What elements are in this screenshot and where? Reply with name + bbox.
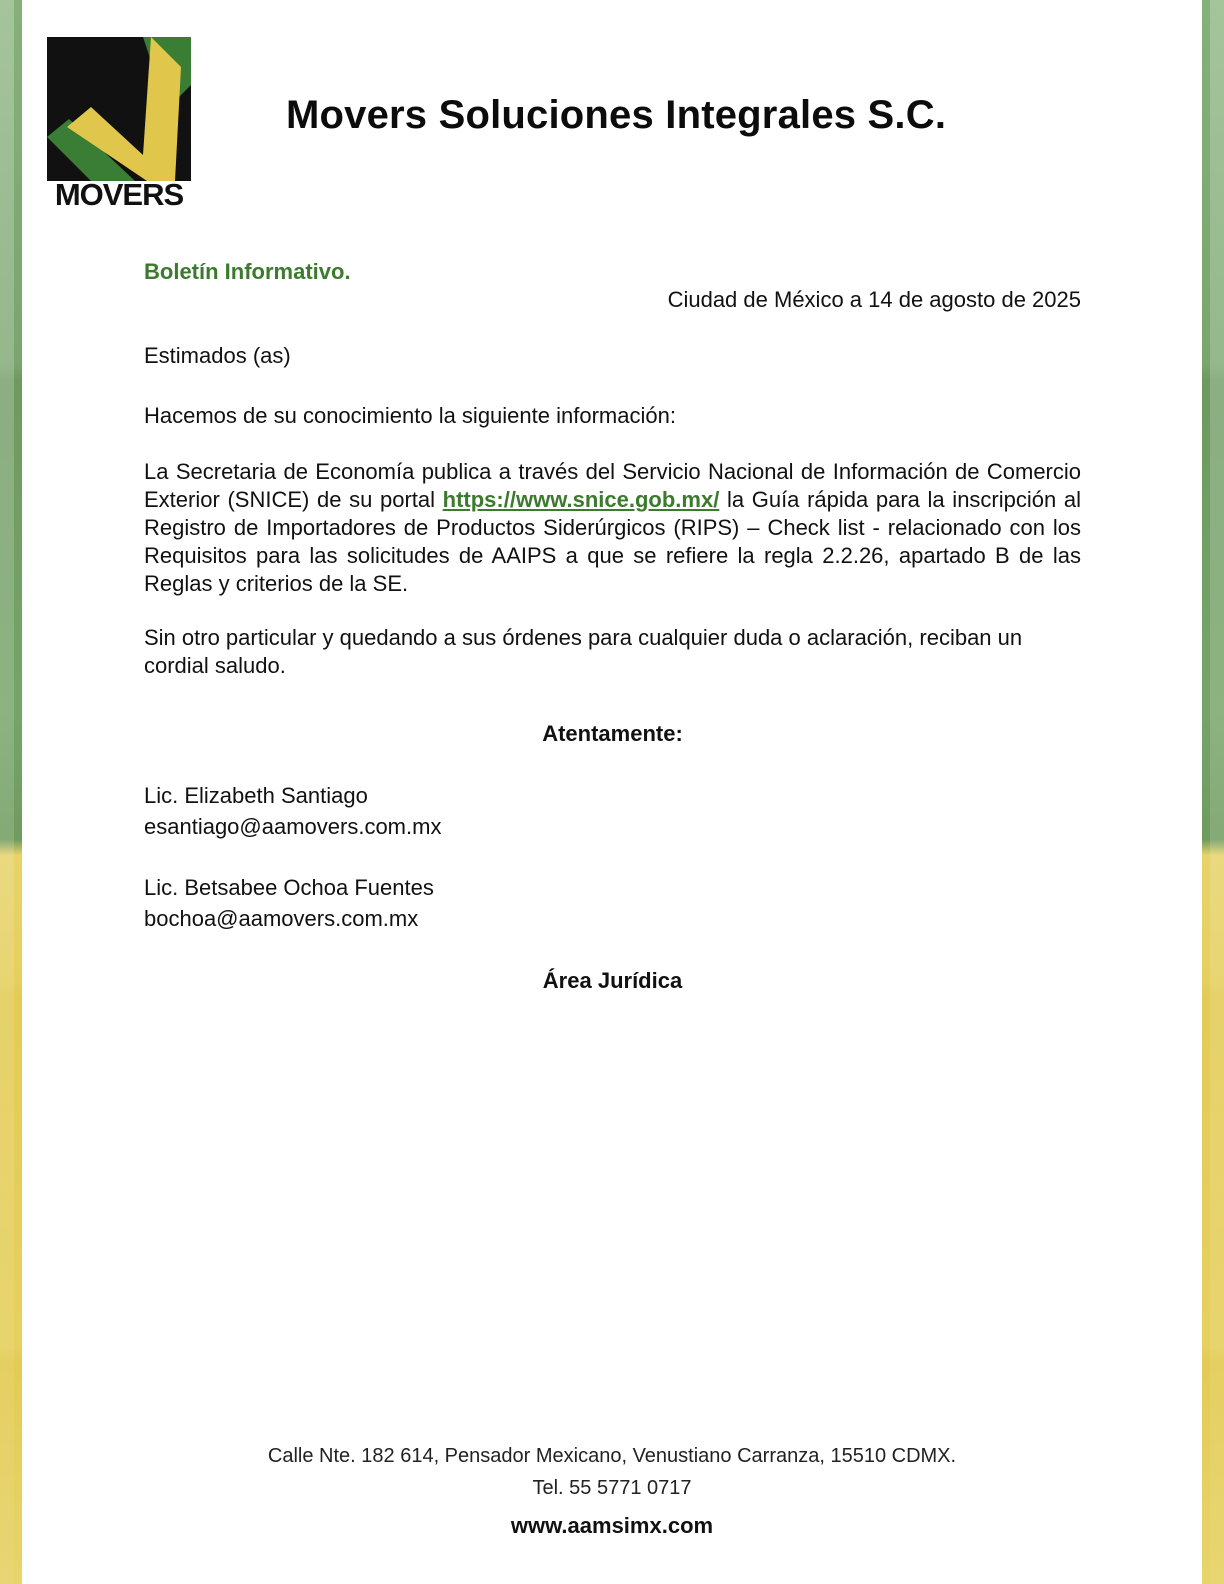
- contact-block: [144, 872, 1081, 934]
- main-paragraph-part2: la Guía rápida para la inscripción al Registro de Importadores de Productos Siderúrgicos (RIPS) – Check list - relacionado con los Requisitos para las solicitudes de AAIPS a que se refiere la regla 2.2.26, apartado B de las Reglas y criterios de la SE.: [144, 487, 1082, 596]
- right-decorative-border: [1202, 0, 1224, 1584]
- main-paragraph-part1: La Secretaria de Economía publica a través del Servicio Nacional de Información de Comercio Exterior (SNICE) de su portal: [144, 459, 1081, 512]
- bulletin-title: Boletín Informativo.: [144, 259, 351, 284]
- intro-paragraph: Hacemos de su conocimiento la siguiente información:: [144, 403, 676, 428]
- main-paragraph: [144, 458, 1081, 598]
- contact-email[interactable]: esantiago@aamovers.com.mx: [144, 814, 442, 839]
- date-line: Ciudad de México a 14 de agosto de 2025: [667, 287, 1081, 312]
- movers-logo-mark: [47, 37, 191, 181]
- contact-name: Lic. Betsabee Ochoa Fuentes: [144, 875, 434, 900]
- contact-email[interactable]: bochoa@aamovers.com.mx: [144, 906, 419, 931]
- footer-website[interactable]: www.aamsimx.com: [510, 1513, 714, 1538]
- movers-logo: [47, 37, 191, 212]
- company-name: Movers Soluciones Integrales S.C.: [286, 93, 947, 137]
- department-signature: Área Jurídica: [542, 968, 683, 993]
- contact-name: Lic. Elizabeth Santiago: [144, 783, 368, 808]
- snice-portal-link[interactable]: https://www.snice.gob.mx/: [442, 487, 720, 512]
- regards-heading: Atentamente:: [542, 721, 683, 746]
- contact-block: [144, 780, 1081, 842]
- greeting: Estimados (as): [144, 343, 291, 368]
- logo-wordmark: MOVERS: [54, 177, 184, 212]
- left-decorative-border: [0, 0, 22, 1584]
- footer-phone: Tel. 55 5771 0717: [532, 1477, 692, 1499]
- letter-body: [144, 258, 1081, 995]
- closing-paragraph: Sin otro particular y quedando a sus órdenes para cualquier duda o aclaración, reciban un cordial saludo.: [144, 625, 1023, 678]
- footer-address: Calle Nte. 182 614, Pensador Mexicano, Venustiano Carranza, 15510 CDMX.: [267, 1445, 957, 1467]
